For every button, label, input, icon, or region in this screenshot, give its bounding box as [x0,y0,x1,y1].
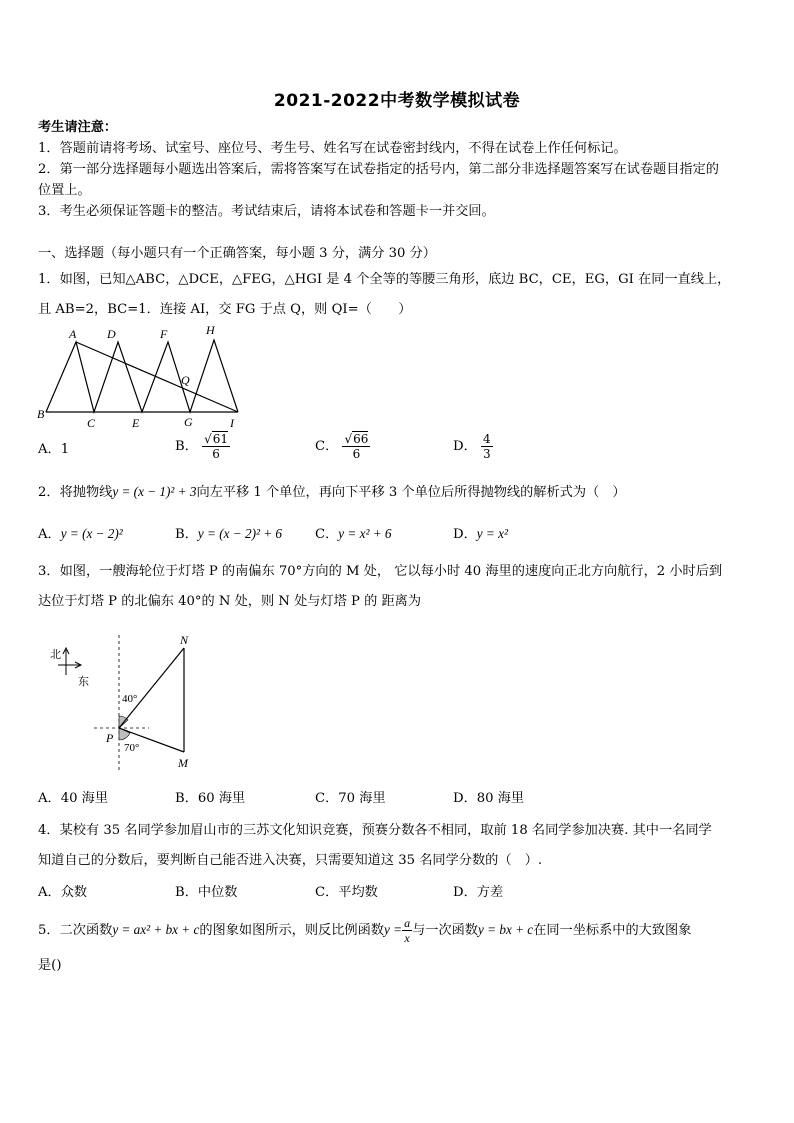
q5-text-4: 在同一坐标系中的大致图象 [533,923,692,938]
notice-heading: 考生请注意： [38,120,118,135]
q2-option-b-formula: y = (x − 2)² + 6 [197,526,282,541]
q2-stem-prefix: 2．将抛物线 [38,485,113,500]
label-H: H [206,323,215,337]
section-heading: 一、选择题（每小题只有一个正确答案，每小题 3 分，满分 30 分） [38,246,436,261]
q1-option-b-numerator: 61 [212,432,229,446]
label-Q: Q [181,373,190,387]
q1-option-d-numerator: 4 [482,432,491,446]
label-N: N [180,633,189,647]
q4-option-a: A．众数 [38,885,88,900]
label-I: I [230,416,234,430]
q2-option-d-prefix: D． [453,527,477,542]
q1-option-d-fraction [481,432,493,461]
label-D: D [107,327,116,341]
q5-fraction-numerator: a [404,916,411,930]
label-B: B [37,407,45,421]
q3-option-b: B．60 海里 [175,791,246,806]
q5-fraction-denominator: x [404,931,410,945]
q2-stem [38,484,626,501]
q2-option-c-prefix: C． [315,527,339,542]
label-M: M [178,756,188,770]
q5-formula-inverse-fraction [402,916,412,945]
q1-stem-line1: 1．如图，已知△ABC，△DCE，△FEG，△HGI 是 4 个全等的等腰三角形，底边 BC，CE，EG，GI 在同一直线上， [38,272,731,287]
label-F: F [160,327,168,341]
q1-option-c-prefix: C． [315,439,339,454]
label-P: P [106,731,114,745]
q1-option-c-numerator: 66 [353,432,369,446]
angle-70-label: 70° [124,742,140,754]
page-title: 2021-2022中考数学模拟试卷 [273,91,521,111]
q2-option-d [453,526,508,543]
q1-option-b [175,432,230,461]
q5-stem-line2: 是() [38,958,62,973]
q2-option-b-prefix: B． [175,527,198,542]
q3-option-a: A．40 海里 [38,791,109,806]
q5-text-1: 5．二次函数 [38,923,113,938]
q1-stem-line2: 且 AB=2，BC=1．连接 AI，交 FG 于点 Q，则 QI=（ ） [38,302,412,317]
q5-stem-line1 [38,916,691,945]
label-A: A [69,327,77,341]
q1-option-a: A．1 [38,442,70,457]
q1-option-b-fraction: $\frac{√61}{6}$ [204,432,229,461]
label-G: G [184,415,193,429]
q5-formula-quadratic: y = ax² + bx + c [112,922,200,937]
q1-option-b-prefix: B． [175,439,198,454]
q1-option-b-denominator: 6 [212,447,220,461]
q2-option-d-formula: y = x² [476,526,508,541]
notice-item-3: 3．考生必须保证答题卡的整洁。考试结束后，请将本试卷和答题卡一并交回。 [38,204,495,219]
notice-item-1: 1．答题前请将考场、试室号、座位号、考生号、姓名写在试卷密封线内，不得在试卷上作任何标记。 [38,141,627,156]
q2-option-a [38,526,123,543]
q3-stem-line1: 3．如图，一艘海轮位于灯塔 P 的南偏东 70°方向的 M 处， 它以每小时 40 海里的速度向正北方向航行，2 小时后到 [38,564,723,579]
notice-item-2-cont: 位置上。 [38,183,91,198]
label-E: E [132,416,140,430]
q1-option-d-denominator: 3 [482,447,491,461]
q4-stem-line2: 知道自己的分数后，要判断自己能否进入决赛，只需要知道这 35 名同学分数的（ ）. [38,853,543,868]
q2-option-a-formula: y = (x − 2)² [60,526,123,541]
q3-stem-line2: 达位于灯塔 P 的北偏东 40°的 N 处，则 N 处与灯塔 P 的 距离为 [38,594,422,609]
q5-text-3: 与一次函数 [412,923,478,938]
compass-north-label: 北 [50,649,61,661]
q2-option-c-formula: y = x² + 6 [338,526,392,541]
q1-option-c [315,432,370,461]
q2-stem-formula: y = (x − 1)² + 3 [112,484,197,499]
q1-option-d [453,432,493,461]
q3-bearing-figure [44,630,214,775]
q1-option-c-denominator: 6 [352,447,361,461]
label-C: C [87,416,96,430]
notice-item-2: 2．第一部分选择题每小题选出答案后，需将答案写在试卷指定的括号内，第二部分非选择题答案写在试卷题目指定的 [38,162,719,177]
q5-formula-inverse-left: y = [384,922,403,937]
q4-stem-line1: 4．某校有 35 名同学参加眉山市的三苏文化知识竞赛，预赛分数各不相同，取前 18 名同学参加决赛. 其中一名同学 [38,823,712,838]
angle-40-label: 40° [122,693,138,705]
q1-triangles-figure [34,322,246,432]
q3-option-c: C．70 海里 [315,791,386,806]
q5-text-2: 的图象如图所示，则反比例函数 [199,923,384,938]
compass-east-label: 东 [78,676,89,688]
q4-option-d: D．方差 [453,885,504,900]
q5-formula-linear: y = bx + c [478,922,534,937]
q1-option-c-fraction: $\frac{√66}{6}$ [344,432,369,461]
q1-option-d-prefix: D． [453,439,477,454]
q2-option-a-prefix: A． [38,527,61,542]
q2-option-c [315,526,392,543]
q4-option-c: C．平均数 [315,885,378,900]
q4-option-b: B．中位数 [175,885,238,900]
q2-stem-suffix: 向左平移 1 个单位，再向下平移 3 个单位后所得抛物线的解析式为（ ） [196,485,626,500]
q3-option-d: D．80 海里 [453,791,525,806]
q2-option-b [175,526,282,543]
